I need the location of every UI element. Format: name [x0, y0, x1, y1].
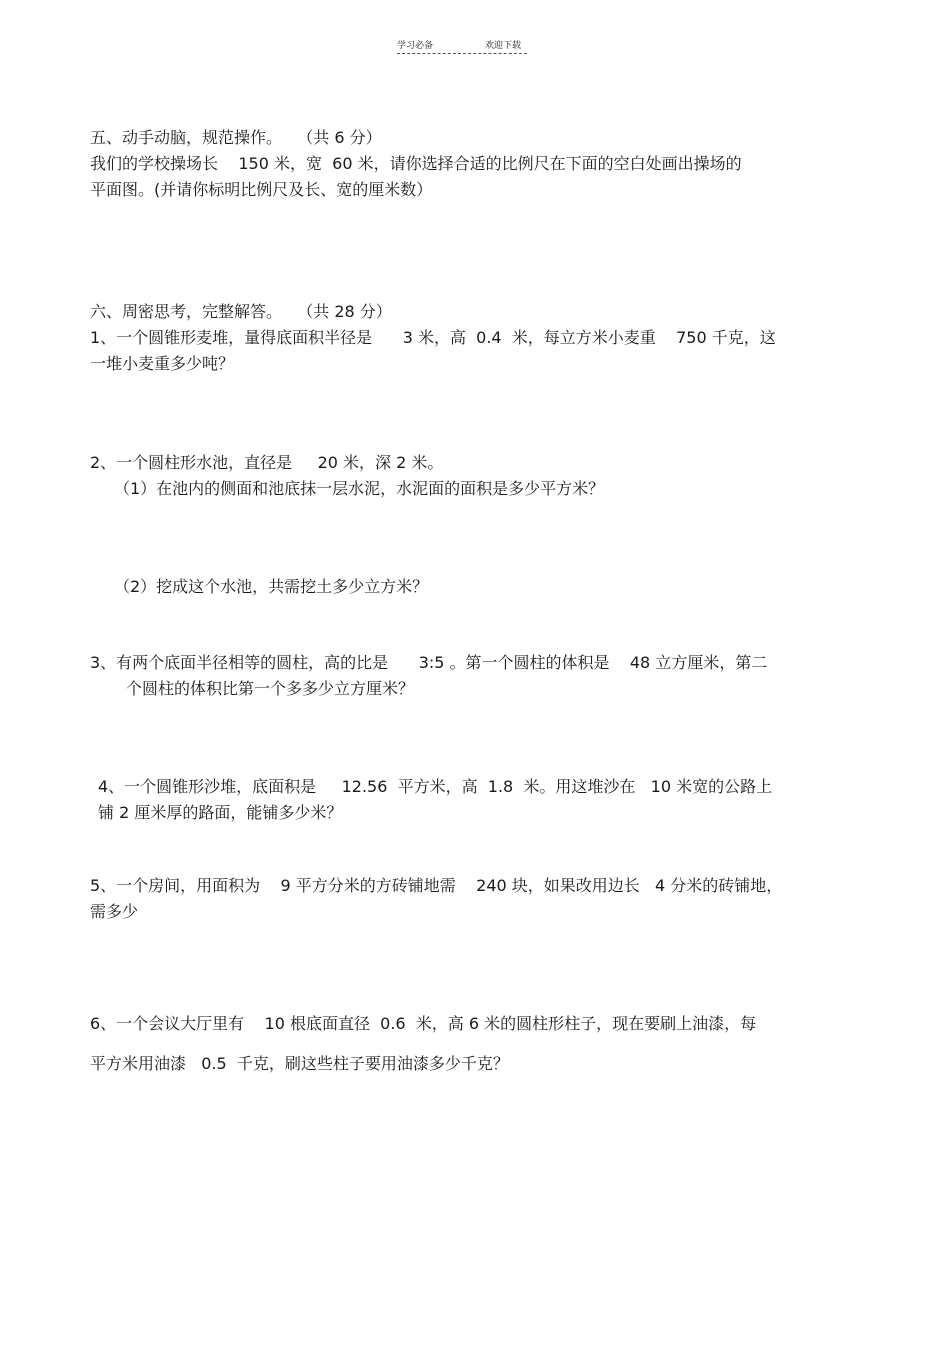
section6-title: 六、周密思考，完整解答。 （共 28 分）	[90, 302, 392, 321]
q4-line2: 铺 2 厘米厚的路面，能铺多少米？	[98, 803, 343, 822]
q6-line1: 6、一个会议大厅里有 10 根底面直径 0.6 米，高 6 米的圆柱形柱子，现在要刷上油漆，每	[90, 1014, 757, 1033]
q6-line2: 平方米用油漆 0.5 千克，刷这些柱子要用油漆多少千克？	[90, 1054, 509, 1073]
header-left-text: 学习必备	[397, 41, 434, 51]
q3-line2: 个圆柱的体积比第一个多多少立方厘米？	[126, 679, 415, 698]
section5-text-line2: 平面图。(并请你标明比例尺及长、宽的厘米数）	[90, 180, 433, 199]
header-right-text: 欢迎下载	[485, 41, 522, 51]
q1-line1: 1、一个圆锥形麦堆，量得底面积半径是 3 米，高 0.4 米，每立方米小麦重 750 千克，这	[90, 328, 776, 347]
q2-sub2: （2）挖成这个水池，共需挖土多少立方米？	[114, 577, 429, 596]
q2-line1: 2、一个圆柱形水池，直径是 20 米，深 2 米。	[90, 453, 444, 472]
q1-line2: 一堆小麦重多少吨？	[90, 354, 235, 373]
q5-line2: 需多少	[90, 902, 139, 921]
q5-line1: 5、一个房间，用面积为 9 平方分米的方砖铺地需 240 块，如果改用边长 4 分米的砖铺地，	[90, 876, 783, 895]
q4-line1: 4、一个圆锥形沙堆，底面积是 12.56 平方米，高 1.8 米。用这堆沙在 10 米宽的公路上	[98, 777, 773, 796]
q2-sub1: （1）在池内的侧面和池底抹一层水泥，水泥面的面积是多少平方米？	[114, 479, 605, 498]
section5-text-line1: 我们的学校操场长 150 米，宽 60 米，请你选择合适的比例尺在下面的空白处画出操场的	[90, 154, 742, 173]
section5-title: 五、动手动脑，规范操作。 （共 6 分）	[90, 128, 382, 147]
header-dashed-rule	[397, 53, 527, 54]
q3-line1: 3、有两个底面半径相等的圆柱，高的比是 3:5 。第一个圆柱的体积是 48 立方厘米，第二	[90, 653, 768, 672]
